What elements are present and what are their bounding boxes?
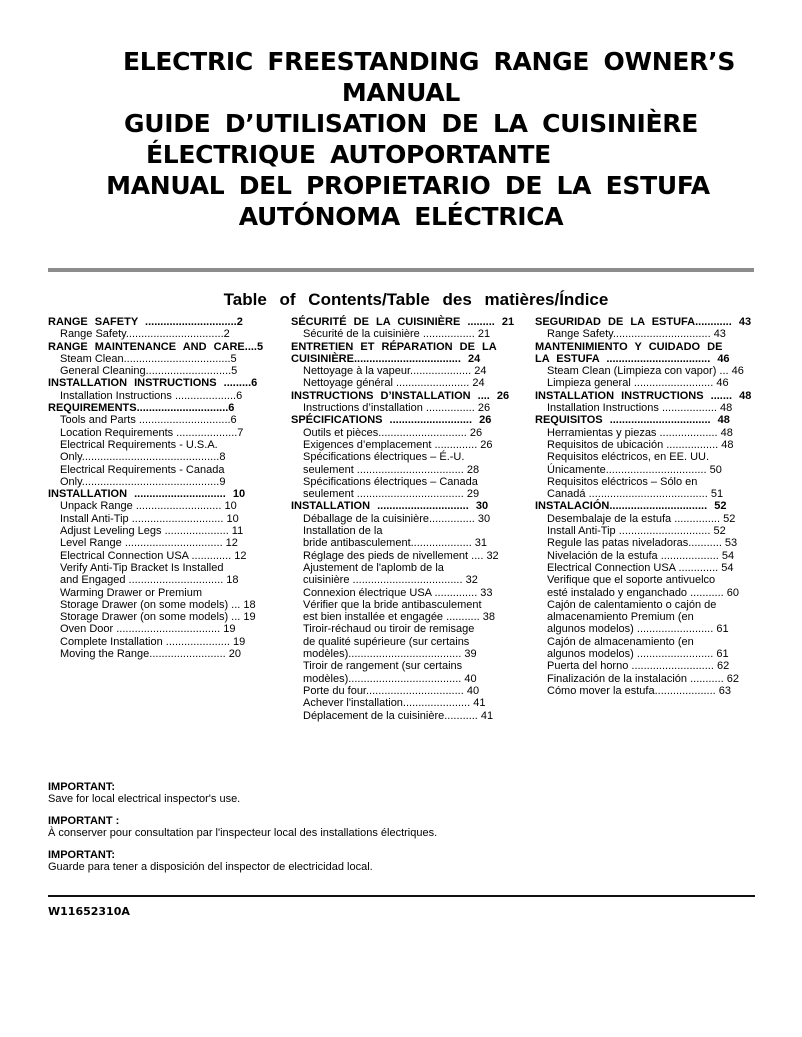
toc-section-entry[interactable]: INSTALACIÓN................................ 52 xyxy=(535,500,727,513)
toc-subentry[interactable]: Level Range ................................ 12 xyxy=(60,537,238,550)
toc-section-entry[interactable]: RANGE SAFETY ..............................2 xyxy=(48,316,243,328)
toc-subentry[interactable]: almacenamiento Premium (en xyxy=(547,611,694,624)
toc-subentry[interactable]: Verifique que el soporte antivuelco xyxy=(547,574,716,587)
toc-subentry[interactable]: Installation Instructions ....................6 xyxy=(60,389,243,402)
toc-heading: Table of Contents/Table des matières/Índice xyxy=(223,290,609,309)
toc-subentry[interactable]: Regule las patas niveladoras........... 53 xyxy=(547,537,738,550)
toc-column-spanish xyxy=(535,316,770,697)
toc-subentry[interactable]: Desembalaje de la estufa ............... 52 xyxy=(547,512,736,525)
note-text: Guarde para tener a disposición del inspector de electricidad local. xyxy=(48,861,373,873)
toc-subentry[interactable]: Instructions d’installation ................ 26 xyxy=(303,402,491,415)
toc-subentry[interactable]: Réglage des pieds de nivellement .... 32 xyxy=(303,549,499,562)
toc-subentry[interactable]: est bien installée et engagée ........... 38 xyxy=(303,611,496,624)
toc-section-entry[interactable]: INSTALLATION INSTRUCTIONS .........6 xyxy=(48,377,258,390)
toc-subentry[interactable]: Verify Anti-Tip Bracket Is Installed xyxy=(60,561,224,574)
toc-column-french xyxy=(291,316,529,722)
toc-subentry[interactable]: Install Anti-Tip .............................. 52 xyxy=(547,525,726,538)
toc-subentry[interactable]: Requisitos de ubicación ................. 48 xyxy=(547,438,734,451)
toc-subentry[interactable]: Déplacement de la cuisinière........... 41 xyxy=(303,709,494,722)
toc-section-entry[interactable]: INSTALLATION .............................. 10 xyxy=(48,488,246,501)
document-title xyxy=(48,46,754,232)
toc-subentry[interactable]: and Engaged ............................... 18 xyxy=(60,574,239,587)
toc-subentry[interactable]: Range Safety................................2 xyxy=(60,328,230,341)
toc-subentry[interactable]: Electrical Requirements - U.S.A. xyxy=(60,438,218,451)
toc-section-entry[interactable]: SÉCURITÉ DE LA CUISINIÈRE ......... 21 xyxy=(291,316,515,328)
toc-subentry[interactable]: modèles)..................................... 39 xyxy=(303,648,477,661)
toc-subentry[interactable]: Tiroir de rangement (sur certains xyxy=(303,660,463,673)
toc-subentry[interactable]: General Cleaning............................5 xyxy=(60,365,238,378)
document-number: W11652310A xyxy=(48,905,130,918)
toc-subentry[interactable]: algunos modelos) ......................... 61 xyxy=(547,623,729,636)
note-english xyxy=(48,781,437,805)
toc-subentry[interactable]: Porte du four................................ 40 xyxy=(303,684,480,697)
toc-column-english xyxy=(48,316,284,660)
toc-section-entry[interactable]: INSTRUCTIONS D’INSTALLATION .... 26 xyxy=(291,389,510,402)
toc-subentry[interactable]: Puerta del horno ........................... 62 xyxy=(547,660,730,673)
toc-subentry[interactable]: seulement ................................... 28 xyxy=(303,463,480,476)
toc-subentry[interactable]: Electrical Connection USA ............. 12 xyxy=(60,549,247,562)
toc-subentry[interactable]: Oven Door .................................. 19 xyxy=(60,623,236,636)
toc-subentry[interactable]: Ajustement de l'aplomb de la xyxy=(303,561,444,574)
toc-subentry[interactable]: modèles)..................................... 40 xyxy=(303,672,477,685)
toc-subentry[interactable]: Requisitos eléctricos – Sólo en xyxy=(547,475,698,488)
footer-divider xyxy=(48,895,755,897)
toc-subentry[interactable]: Installation Instructions .................. 48 xyxy=(547,402,733,415)
toc-subentry[interactable]: Electrical Connection USA ............. 54 xyxy=(547,561,734,574)
note-french xyxy=(48,815,437,839)
note-spanish xyxy=(48,849,437,873)
title-line-french-1: GUIDE D’UTILISATION DE LA CUISINIÈRE xyxy=(123,109,699,138)
toc-subentry[interactable]: seulement ................................... 29 xyxy=(303,488,480,501)
toc-subentry[interactable]: Tools and Parts ..............................6 xyxy=(60,414,237,427)
toc-section-entry[interactable]: INSTALLATION INSTRUCTIONS ....... 48 xyxy=(535,389,752,402)
toc-subentry[interactable]: Herramientas y piezas ................... 48 xyxy=(547,426,733,439)
toc-subentry[interactable]: Steam Clean...................................5 xyxy=(60,352,237,365)
toc-subentry[interactable]: Storage Drawer (on some models) ... 19 xyxy=(60,611,256,624)
title-line-french-2: ÉLECTRIQUE AUTOPORTANTE xyxy=(146,140,551,169)
toc-subentry[interactable]: Warming Drawer or Premium xyxy=(60,586,203,599)
toc-section-entry[interactable]: CUISINIÈRE................................... 24 xyxy=(291,352,481,365)
toc-subentry[interactable]: Complete Installation ..................... 19 xyxy=(60,635,246,648)
important-notes xyxy=(48,781,437,883)
toc-subentry[interactable]: Steam Clean (Limpieza con vapor) ... 46 xyxy=(547,365,744,378)
toc-subentry[interactable]: Unpack Range ............................ 10 xyxy=(60,500,237,513)
toc-subentry[interactable]: Sécurité de la cuisinière ................. 21 xyxy=(303,328,491,341)
toc-section-entry[interactable]: LA ESTUFA .................................. 46 xyxy=(535,352,730,365)
toc-subentry[interactable]: Spécifications électriques – É.-U. xyxy=(303,451,465,464)
toc-section-entry[interactable]: REQUISITOS ................................. 48 xyxy=(535,414,730,427)
toc-subentry[interactable]: Cajón de almacenamiento (en xyxy=(547,635,694,648)
note-text: Save for local electrical inspector's use. xyxy=(48,793,241,805)
toc-section-entry[interactable]: MANTENIMIENTO Y CUIDADO DE xyxy=(535,340,723,353)
toc-subentry[interactable]: algunos modelos) ......................... 61 xyxy=(547,648,729,661)
toc-subentry[interactable]: Tiroir-réchaud ou tiroir de remisage xyxy=(303,623,475,636)
toc-subentry[interactable]: Requisitos eléctricos, en EE. UU. xyxy=(547,451,710,464)
toc-subentry[interactable]: Storage Drawer (on some models) ... 18 xyxy=(60,598,256,611)
toc-subentry[interactable]: esté instalado y enganchado ........... 60 xyxy=(547,586,740,599)
toc-subentry[interactable]: Range Safety................................ 43 xyxy=(547,328,726,341)
toc-subentry[interactable]: bride antibasculement.................... 31 xyxy=(303,537,488,550)
note-heading: IMPORTANT: xyxy=(48,849,116,861)
toc-subentry[interactable]: Only.............................................9 xyxy=(60,475,226,488)
toc-subentry[interactable]: Nivelación de la estufa ................... 54 xyxy=(547,549,735,562)
toc-subentry[interactable]: Canadá ....................................... 51 xyxy=(547,488,724,501)
toc-section-entry[interactable]: SEGURIDAD DE LA ESTUFA............ 43 xyxy=(535,316,752,328)
toc-subentry[interactable]: Adjust Leveling Legs ..................... 11 xyxy=(60,525,244,538)
toc-subentry[interactable]: Installation de la xyxy=(303,525,383,538)
toc-subentry[interactable]: Finalización de la instalación ........... 62 xyxy=(547,672,739,685)
toc-section-entry[interactable]: REQUIREMENTS..............................6 xyxy=(48,402,235,415)
title-divider xyxy=(48,268,754,272)
toc-subentry[interactable]: Moving the Range......................... 20 xyxy=(60,648,241,661)
toc-subentry[interactable]: de qualité supérieure (sur certains xyxy=(303,635,470,648)
toc-subentry[interactable]: Achever l'installation...................... 41 xyxy=(303,697,486,710)
toc-section-entry[interactable]: INSTALLATION .............................. 30 xyxy=(291,500,489,513)
title-line-spanish-2: AUTÓNOMA ELÉCTRICA xyxy=(238,202,564,231)
toc-subentry[interactable]: Install Anti-Tip .............................. 10 xyxy=(60,512,239,525)
toc-subentry[interactable]: Cómo mover la estufa.................... 63 xyxy=(547,684,732,697)
note-text: À conserver pour consultation par l'inspecteur local des installations électriques. xyxy=(48,827,438,839)
title-line-spanish-1: MANUAL DEL PROPIETARIO DE LA ESTUFA xyxy=(106,171,710,200)
toc-subentry[interactable]: Outils et pièces............................. 26 xyxy=(303,426,483,439)
toc-subentry[interactable]: Exigences d’emplacement .............. 26 xyxy=(303,438,493,451)
toc-subentry[interactable]: Electrical Requirements - Canada xyxy=(60,463,225,476)
toc-section-entry[interactable]: SPÉCIFICATIONS ........................... 26 xyxy=(291,414,492,427)
note-heading: IMPORTANT : xyxy=(48,815,120,827)
toc-subentry[interactable]: Déballage de la cuisinière............... 30 xyxy=(303,512,491,525)
title-line-english-1: ELECTRIC FREESTANDING RANGE OWNER’S xyxy=(122,47,736,76)
toc-subentry[interactable]: Vérifier que la bride antibasculement xyxy=(303,598,482,611)
toc-section-entry[interactable]: ENTRETIEN ET RÉPARATION DE LA xyxy=(291,340,497,353)
toc-subentry[interactable]: Connexion électrique USA .............. 33 xyxy=(303,586,493,599)
toc-subentry[interactable]: Limpieza general .......................... 46 xyxy=(547,377,729,390)
toc-subentry[interactable]: Nettoyage à la vapeur.................... 24 xyxy=(303,365,487,378)
note-heading: IMPORTANT: xyxy=(48,781,116,793)
toc-subentry[interactable]: Location Requirements ....................7 xyxy=(60,426,244,439)
toc-subentry[interactable]: Cajón de calentamiento o cajón de xyxy=(547,598,717,611)
toc-subentry[interactable]: Only.............................................8 xyxy=(60,451,226,464)
toc-subentry[interactable]: Únicamente................................. 50 xyxy=(547,463,722,476)
title-line-english-2: MANUAL xyxy=(341,78,461,107)
toc-subentry[interactable]: Nettoyage général ........................ 24 xyxy=(303,377,485,390)
toc-subentry[interactable]: Spécifications électriques – Canada xyxy=(303,475,478,488)
toc-subentry[interactable]: cuisinière .................................... 32 xyxy=(303,574,478,587)
toc-section-entry[interactable]: RANGE MAINTENANCE AND CARE....5 xyxy=(48,340,264,353)
